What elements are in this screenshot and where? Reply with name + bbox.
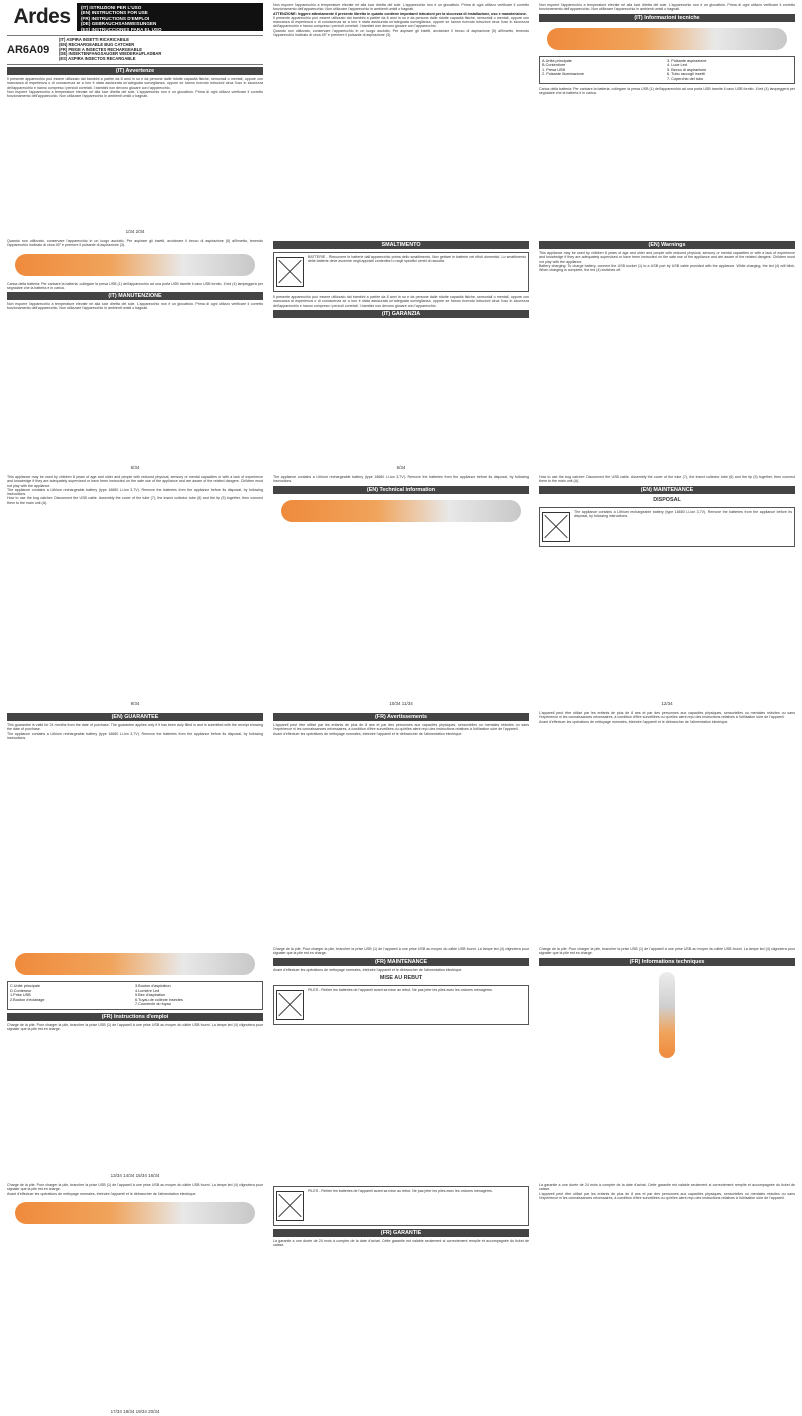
section-heading: (IT) MANUTENZIONE [7,292,263,300]
section-heading: (EN) Warnings [539,241,795,249]
legend-item: 2.Bouton d'éclairage [10,997,45,1002]
legend-box [7,981,263,1010]
body-text: Non esporre l'apparecchio a temperature elevate né alla luce diretta del sole. L'apparecchio non è un giocattolo. Prima di ogni utilizzo verificare il corretto funzionamento dell'apparecchio. Non utilizzare l'apparecchio in ambienti umidi o bagnati. [539,3,795,12]
legend-item: 6.Tuyau de collecte insectes [135,997,183,1002]
warnings-en-page [2,472,268,708]
section-heading: (FR) Instructions d'emploi [7,1013,263,1021]
page-number: 5/34 [130,465,140,470]
instructions-page [2,236,268,472]
brand-logo: Ardes [13,5,71,28]
body-text: Charge de la pile: Pour charger la pile, brancher la prise USB (1) de l'appareil à une prise USB au moyen du câble USB fourni. La lampe led (4) clignotera pour signaler que la pile est en charge. [539,947,795,956]
legend-item: 2. Pulsante illuminazione [542,72,585,77]
body-text: PILES - Retirer les batteries de l'appareil avant sa mise au rebut. Ne pas jeter les piles avec les ordures ménagères. [308,987,493,992]
page-number: 1/34 2/34 [125,229,145,234]
body-text: La garantie a une durée de 24 mois à compter de la date d'achat. Cette garantie est valable seulement si correctement remplie et accompagnée du ticket de caisse. [273,1239,529,1248]
body-text: ATTENZIONE: leggere attentamente il presente libretto in quanto contiene importanti istruzioni per la sicurezza di installazione, uso e manutenzione. [273,11,527,16]
body-text: Non esporre l'apparecchio a temperature elevate né alla luce diretta del sole. L'apparecchio non è un giocattolo. Prima di ogni utilizzo verificare il corretto funzionamento dell'apparecchio. Non utilizzare l'apparecchio in ambienti umidi o bagnati. [7,89,263,99]
crossed-bin-icon [276,257,304,287]
tech-en-page [268,472,534,708]
page-number: 10/34 11/34 [389,701,413,706]
legend-item: 4. Luce Led [667,63,687,68]
body-text: Charge de la pile: Pour charger la pile, brancher la prise USB (1) de l'appareil à une prise USB au moyen du câble USB fourni. La lampe led (4) clignotera pour signaler que la pile est en charge. [7,1022,263,1031]
legend-item: A.Unità principale [542,58,572,63]
disposal-box [273,985,529,1025]
warnings-en2-page [534,236,800,472]
legend-item: 3. Pulsante aspirazione [667,58,707,63]
legend-item: 1.Prise USB [10,993,31,997]
device-illustration [15,1202,255,1224]
section-heading: (FR) Informations techniques [539,958,795,966]
body-text: Charge de la pile: Pour charger la pile, brancher la prise USB (1) de l'appareil à une prise USB au moyen du câble USB fourni. La lampe led (4) clignotera pour signaler que la pile est en charge. [273,947,529,956]
legend-item: D.Conteneur [10,988,32,993]
legend-item: 1. Presa USB [542,67,566,72]
disposal-en-page [534,472,800,708]
body-text: The appliance contains a Lithium rechargeable battery (type 18650 Li-ion 3,7V). Remove the batteries from the appliance before its disposal, by following instructions. [7,731,263,740]
device-illustration [15,953,255,975]
legend-item: 3.Bouton d'aspiration [135,984,171,988]
body-text: This appliance may be used by children 8 years of age and older and people with reduced physical, sensory or mental capacities or with a lack of experience and knowledge if they are adequately supervised or have been instructed on the safe use of the appliance and are aware of the related dangers. Children must not play with the appliance. [539,251,795,264]
section-heading: (IT) GARANZIA [273,310,529,318]
body-text: L'appareil peut être utilisé par les enfants de plus de 8 ans et par des personnes aux capacités physiques, sensorielles ou mentales réduites ou sans l'expérience ni les connaissances nécessaires, à condition d'être surveillées ou qu'elles aient reçu des instructions relatives à l'utilisation sûre de l'appareil. [539,711,795,720]
fr-maint-page [268,944,534,1180]
page-number: 12/34 [661,701,673,706]
desc-line: (ES) ASPIRA INSECTOS RECARGABLE [59,56,136,62]
fr-disposal-page [268,1180,534,1416]
body-text: PILES - Retirer les batteries de l'appareil avant sa mise au rebut. Ne pas jeter les piles avec les ordures ménagères. [308,1189,493,1193]
body-text: Avant d'effectuer les opérations de nettoyage normales, éteindre l'appareil et le débrancher de l'alimentation électrique. [539,719,729,724]
legend-item: C.Unité principale [10,984,40,988]
disposal-box [539,507,795,547]
body-text: Il presente apparecchio può essere utilizzato dai bambini a partire da 8 anni in su e da persone dalle ridotte capacità fisiche, sensoriali o mentali, oppure con mancanza di esperienza o di conoscenza se a loro è stata assicurata un'adeguata sorveglianza, oppure se hanno ricevuto istruzioni circa l'uso in sicurezza dell'apparecchio e hanno compreso i pericoli correlati. I bambini non devono giocare con l'apparecchio. [273,295,529,308]
section-heading: (EN) Technical information [273,486,529,494]
product-code-row [7,35,263,65]
disposal-box [273,252,529,292]
body-text: This guarantee is valid for 24 months from the date of purchase. The guarantee applies only if it has been duly filled in and is submitted with the receipt showing the date of purchase. [7,723,263,732]
body-text: L'appareil peut être utilisé par les enfants de plus de 8 ans et par des personnes aux capacités physiques, sensorielles ou mentales réduites ou sans l'expérience ni les connaissances nécessaires, à condition d'être surveillées ou qu'elles aient reçu des instructions relatives à l'utilisation sûre de l'appareil. [273,723,529,732]
body-text: Il presente apparecchio può essere utilizzato dai bambini a partire da 8 anni in su e da persone dalle ridotte capacità fisiche, sensoriali o mentali, oppure con mancanza di esperienza o di conoscenza se a loro è stata assicurata un'adeguata sorveglianza, oppure se hanno ricevuto istruzioni circa l'uso in sicurezza dell'apparecchio e hanno compreso i pericoli correlati. I bambini non devono giocare con l'apparecchio. [7,76,263,90]
section-heading: DISPOSAL [653,496,681,503]
legend-item: 4.Lumière Led [135,988,160,993]
desc-line: (DE) INSEKTENFANGSAUGER WIEDERAUFLADBAR [59,51,162,57]
section-heading: (FR) GARANTIE [273,1229,529,1237]
body-text: The appliance contains a Lithium rechargeable battery (type 18650 Li-ion 3,7V). Remove the batteries from the appliance before its disposal, by following instructions. [574,509,792,518]
language-list [77,3,263,31]
body-text: Charge de la pile: Pour charger la pile, brancher la prise USB (1) de l'appareil à une prise USB au moyen du câble USB fourni. La lampe led (4) clignotera pour signaler que la pile est en charge. [7,1183,263,1192]
body-text: Non esporre l'apparecchio a temperature elevate né alla luce diretta del sole. L'apparecchio non è un giocattolo. Prima di ogni utilizzo verificare il corretto funzionamento dell'apparecchio. Non utilizzare l'apparecchio in ambienti umidi o bagnati. [7,302,263,311]
fr-info-page [534,944,800,1180]
header-line: (FR) INSTRUCTIONS D'EMPLOI [81,15,150,21]
crossed-bin-icon [276,1191,304,1221]
body-text: The appliance contains a Lithium rechargeable battery (type 18650 Li-ion 3,7V). Remove the batteries from the appliance before its disposal, by following instructions. [273,475,529,484]
body-text: Avant d'effectuer les opérations de nettoyage normales, éteindre l'appareil et le débrancher de l'alimentation électrique. [273,731,463,736]
crossed-bin-icon [276,990,304,1020]
body-text: Quando non utilizzato, conservare l'apparecchio in un luogo asciutto. Per aspirare gli insetti, avvicinare il becco di aspirazione (5) all'insetto, tenendo l'apparecchio inclinato di circa 45° e premere il pulsante di aspirazione (3). [7,239,263,248]
tech-it-page [534,0,800,236]
body-text: Battery charging: To charge battery, connect the USB socket (1) to a USB port by USB cable provided with the appliance. While charging, the led (4) will blink. When charging is complete, the led (4) switches off. [539,263,795,273]
fr-warn2-page [534,708,800,944]
section-heading: (FR) Avertissements [273,713,529,721]
disposal-box [273,1186,529,1226]
section-heading: (FR) MAINTENANCE [273,958,529,966]
body-text: Avant d'effectuer les opérations de nettoyage normales, éteindre l'appareil et le débrancher de l'alimentation électrique. [7,1191,197,1196]
device-illustration [659,972,675,1058]
header-line: (IT) ISTRUZIONI PER L'USO [81,5,142,10]
header-line: (EN) INSTRUCTIONS FOR USE [81,10,148,16]
legend-item: 6. Tubo raccogli insetti [667,72,705,77]
legend-box [539,56,795,85]
section-heading: (IT) Avvertenze [7,67,263,75]
fr-instr-page [2,1180,268,1416]
product-description [59,38,161,62]
section-heading: MISE AU REBUT [379,974,423,981]
body-text: How to use the bug catcher: Disconnect the USB cable. Assembly the cover of the tube (7), the insect collector tube (6) and the tip (5) together, then connect them to the main unit (A). [539,475,795,484]
body-text: Quando non utilizzato, conservare l'apparecchio in un luogo asciutto. Per aspirare gli insetti, avvicinare il becco di aspirazione (5) all'insetto, tenendo l'apparecchio inclinato di circa 45° e premere il pulsante di aspirazione (3). [273,28,529,38]
product-code: AR6A09 [7,43,50,56]
fr-warn-page [268,708,534,944]
body-text: BATTERIE - Rimuovere le batterie dall'apparecchio prima dello smaltimento. Non gettare le batterie nei rifiuti domestici. Lo smaltimento delle batterie deve avvenire negli appositi contenitori o negli specifici centri di raccolta. [308,255,526,264]
page-number: 17/34 18/34 19/34 20/34 [110,1409,160,1414]
fr-guarantee-page [534,1180,800,1416]
body-text: This appliance may be used by children 8 years of age and older and people with reduced physical, sensory or mental capacities or with a lack of experience and knowledge if they are adequately supervised or have been instructed on the safe use of the appliance and are aware of the related dangers. Children must not play with the appliance. [7,475,263,488]
page-number: 9/34 [130,701,140,706]
body-text: The appliance contains a Lithium rechargeable battery (type 18650 Li-ion 3,7V). Remove the batteries from the appliance before its disposal, by following instructions. [7,487,263,497]
header-line: (ES) INSTRUCCIONES PARA EL USO [81,26,162,32]
legend-item: 5.Bec d'aspiration [135,993,166,997]
device-illustration [281,500,521,522]
body-text: L'appareil peut être utilisé par les enfants de plus de 8 ans et par des personnes aux capacités physiques, sensorielles ou mentales réduites ou sans l'expérience ni les connaissances nécessaires, à condition d'être surveillées ou qu'elles aient reçu des instructions relatives à l'utilisation sûre de l'appareil. [539,1191,795,1200]
legend-item: 5. Becco di aspirazione [667,67,707,72]
desc-line: (IT) ASPIRA INSETTI RICARICABILE [59,37,129,42]
section-heading: (EN) MAINTENANCE [539,486,795,494]
body-text: La garantie a une durée de 24 mois à compter de la date d'achat. Cette garantie est valable seulement si correctement remplie et accompagnée du ticket de caisse. [539,1183,795,1192]
body-text: Non esporre l'apparecchio a temperature elevate né alla luce diretta del sole. L'apparecchio non è un giocattolo. Prima di ogni utilizzo verificare il corretto funzionamento dell'apparecchio. Non utilizzare l'apparecchio in ambienti umidi o bagnati. [273,3,529,12]
legend-item: 7. Coperchio del tubo [667,76,704,81]
legend-item: B.Contenitore [542,63,566,68]
fr-tech-page [2,944,268,1180]
header-line: (DE) GEBRAUCHSANWEISUNGEN [81,21,157,27]
body-text: Avant d'effectuer les opérations de nettoyage normales, éteindre l'appareil et le débrancher de l'alimentation électrique. [273,967,463,972]
desc-line: (FR) PIEGE A INSECTES RECHARGEABLE [59,46,142,52]
desc-line: (EN) RECHARGEABLE BUG CATCHER [59,41,135,47]
device-illustration [15,254,255,276]
guarantee-page [2,708,268,944]
body-text: How to use the bug catcher: Disconnect the USB cable. Assembly the cover of the tube (7), the insect collector tube (6) and the tip (5) together, then connect them to the main unit (A). [7,496,263,505]
section-heading: (EN) GUARANTEE [7,713,263,721]
section-heading: SMALTIMENTO [273,241,529,249]
crossed-bin-icon [542,512,570,542]
body-text: Carica della batteria: Per caricare la batteria, collegare la presa USB (1) dell'apparecchio ad una porta USB tramite il cavo USB fornito. Il led (4) lampeggerà per segnalare che la batteria è in carica. [7,281,263,290]
cover-page [2,0,268,236]
device-illustration [547,28,787,50]
warnings-it-page [268,0,534,236]
disposal-it-page [268,236,534,472]
body-text: Il presente apparecchio può essere utilizzato dai bambini a partire da 8 anni in su e da persone dalle ridotte capacità fisiche, sensoriali o mentali, oppure con mancanza di esperienza o di conoscenza se a loro è stata assicurata un'adeguata sorveglianza, oppure se hanno ricevuto istruzioni circa l'uso in sicurezza dell'apparecchio e hanno compreso i pericoli correlati. I bambini non devono giocare con l'apparecchio. [273,15,529,29]
legend-item: 7.Couvercle du tuyau [135,1002,171,1006]
page-number: 6/34 [396,465,406,470]
page-number: 13/34 14/34 15/34 16/34 [110,1173,160,1178]
section-heading: (IT) Informazioni tecniche [539,14,795,22]
body-text: Carica della batteria: Per caricare la batteria, collegare la presa USB (1) dell'apparecchio ad una porta USB tramite il cavo USB fornito. Il led (4) lampeggerà per segnalare che la batteria è in carica. [539,87,795,96]
